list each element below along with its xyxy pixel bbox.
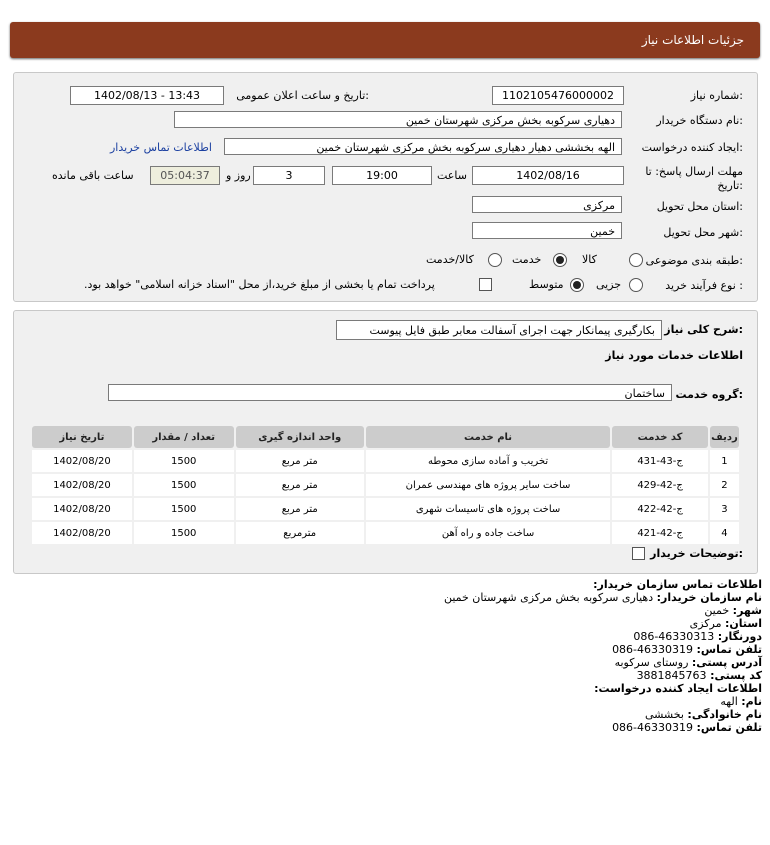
remaining-label: ساعت باقی مانده	[52, 169, 134, 182]
buyer-contact-link[interactable]: اطلاعات تماس خریدار	[110, 141, 212, 154]
treasury-text: پرداخت تمام یا بخشی از مبلغ خرید،از محل "اسناد خزانه اسلامی" خواهد بود.	[84, 278, 435, 291]
table-header-row	[32, 426, 739, 448]
col-date: تاریخ نیاز	[32, 426, 132, 448]
col-name: نام خدمت	[366, 426, 610, 448]
cell-date: 1402/08/20	[32, 498, 132, 520]
buyer-field[interactable]: دهیاری سرکوبه بخش مرکزی شهرستان خمین	[174, 111, 622, 128]
table-row	[32, 450, 739, 472]
cell-row: 3	[710, 498, 739, 520]
cell-date: 1402/08/20	[32, 474, 132, 496]
col-unit: واحد اندازه گیری	[236, 426, 364, 448]
cell-date: 1402/08/20	[32, 450, 132, 472]
treasury-checkbox[interactable]	[479, 278, 492, 291]
province-label: استان محل تحویل:	[656, 200, 743, 213]
cell-code: ج-42-421	[612, 522, 708, 544]
cell-unit: متر مربع	[236, 474, 364, 496]
category-radio-goods[interactable]	[629, 253, 643, 267]
cell-row: 1	[710, 450, 739, 472]
postal-line: کد پستی: 3881845763	[636, 669, 762, 682]
need-details-panel	[13, 72, 758, 302]
city-field[interactable]: خمین	[472, 222, 622, 239]
category-option-goods: کالا	[582, 253, 597, 266]
cell-name: تخریب و آماده سازی محوطه	[366, 450, 610, 472]
process-option-minor: جزیی	[596, 278, 622, 291]
deadline-time-field[interactable]: 19:00	[332, 166, 432, 185]
cell-qty: 1500	[134, 474, 234, 496]
need-number-field[interactable]: 1102105476000002	[492, 86, 624, 105]
table-row	[32, 498, 739, 520]
cell-name: ساخت پروژه های تاسیسات شهری	[366, 498, 610, 520]
days-label: روز و	[226, 169, 251, 182]
cell-date: 1402/08/20	[32, 522, 132, 544]
process-option-medium: متوسط	[529, 278, 564, 291]
last-name-line: نام خانوادگی: بخششی	[644, 708, 762, 721]
address-line: آدرس پستی: روستای سرکوبه	[614, 656, 762, 669]
category-radio-service[interactable]	[553, 253, 567, 267]
announce-label: تاریخ و ساعت اعلان عمومی:	[236, 89, 369, 102]
category-radio-goods-service[interactable]	[488, 253, 502, 267]
requester-field[interactable]: الهه بخششی دهیار دهیاری سرکوبه بخش مرکزی شهرستان خمین	[224, 138, 622, 155]
process-radio-medium[interactable]	[570, 278, 584, 292]
col-row: ردیف	[710, 426, 739, 448]
creator-phone-line: تلفن تماس: 086-46330319	[612, 721, 762, 734]
summary-label: شرح کلی نیاز:	[664, 323, 743, 336]
buyer-notes-checkbox[interactable]	[632, 547, 645, 560]
page-title: جزئیات اطلاعات نیاز	[641, 33, 744, 47]
city-label: شهر محل تحویل:	[663, 226, 743, 239]
table-row	[32, 474, 739, 496]
cell-unit: متر مربع	[236, 450, 364, 472]
cell-code: ج-42-422	[612, 498, 708, 520]
creator-heading: اطلاعات ایجاد کننده درخواست:	[594, 682, 762, 695]
category-label: طبقه بندی موضوعی:	[645, 254, 743, 267]
time-label: ساعت	[437, 169, 467, 182]
services-heading: اطلاعات خدمات مورد نیاز	[605, 349, 743, 362]
category-option-goods-service: کالا/خدمت	[426, 253, 474, 266]
announce-field[interactable]: 1402/08/13 - 13:43	[70, 86, 224, 105]
service-group-field[interactable]: ساختمان	[108, 384, 672, 401]
cell-code: ج-43-431	[612, 450, 708, 472]
remaining-time-field: 05:04:37	[150, 166, 220, 185]
cell-unit: مترمربع	[236, 522, 364, 544]
days-field[interactable]: 3	[253, 166, 325, 185]
first-name-line: نام: الهه	[720, 695, 762, 708]
contact-info	[444, 578, 762, 734]
process-radio-minor[interactable]	[629, 278, 643, 292]
summary-field[interactable]: بکارگیری پیمانکار جهت اجرای آسفالت معابر طبق فایل پیوست	[336, 320, 662, 340]
cell-row: 4	[710, 522, 739, 544]
col-qty: تعداد / مقدار	[134, 426, 234, 448]
deadline-label: مهلت ارسال پاسخ: تا تاریخ:	[645, 165, 743, 192]
cell-unit: متر مربع	[236, 498, 364, 520]
cell-name: ساخت جاده و راه آهن	[366, 522, 610, 544]
cell-row: 2	[710, 474, 739, 496]
cell-name: ساخت سایر پروژه های مهندسی عمران	[366, 474, 610, 496]
buyer-label: نام دستگاه خریدار:	[656, 114, 743, 127]
table-row	[32, 522, 739, 544]
cell-qty: 1500	[134, 498, 234, 520]
service-group-label: گروه خدمت:	[675, 388, 743, 401]
cell-qty: 1500	[134, 522, 234, 544]
cell-qty: 1500	[134, 450, 234, 472]
page-header	[10, 22, 760, 58]
services-table	[30, 424, 741, 546]
process-label: نوع فرآیند خرید :	[665, 279, 743, 292]
buyer-name-line: نام سازمان خریدار: دهیاری سرکوبه بخش مرکزی شهرستان خمین	[443, 591, 762, 604]
col-code: کد خدمت	[612, 426, 708, 448]
buyer-notes-label: توضیحات خریدار:	[650, 547, 743, 560]
province-line: استان: مرکزی	[689, 617, 762, 630]
province-field[interactable]: مرکزی	[472, 196, 622, 213]
need-number-label: شماره نیاز:	[690, 89, 743, 102]
category-option-service: خدمت	[512, 253, 542, 266]
deadline-date-field[interactable]: 1402/08/16	[472, 166, 624, 185]
org-contact-heading: اطلاعات تماس سازمان خریدار:	[593, 578, 762, 591]
fax-line: دورنگار: 086-46330313	[633, 630, 762, 643]
requester-label: ایجاد کننده درخواست:	[641, 141, 743, 154]
phone-line: تلفن تماس: 086-46330319	[612, 643, 762, 656]
cell-code: ج-42-429	[612, 474, 708, 496]
city-line: شهر: خمین	[704, 604, 762, 617]
